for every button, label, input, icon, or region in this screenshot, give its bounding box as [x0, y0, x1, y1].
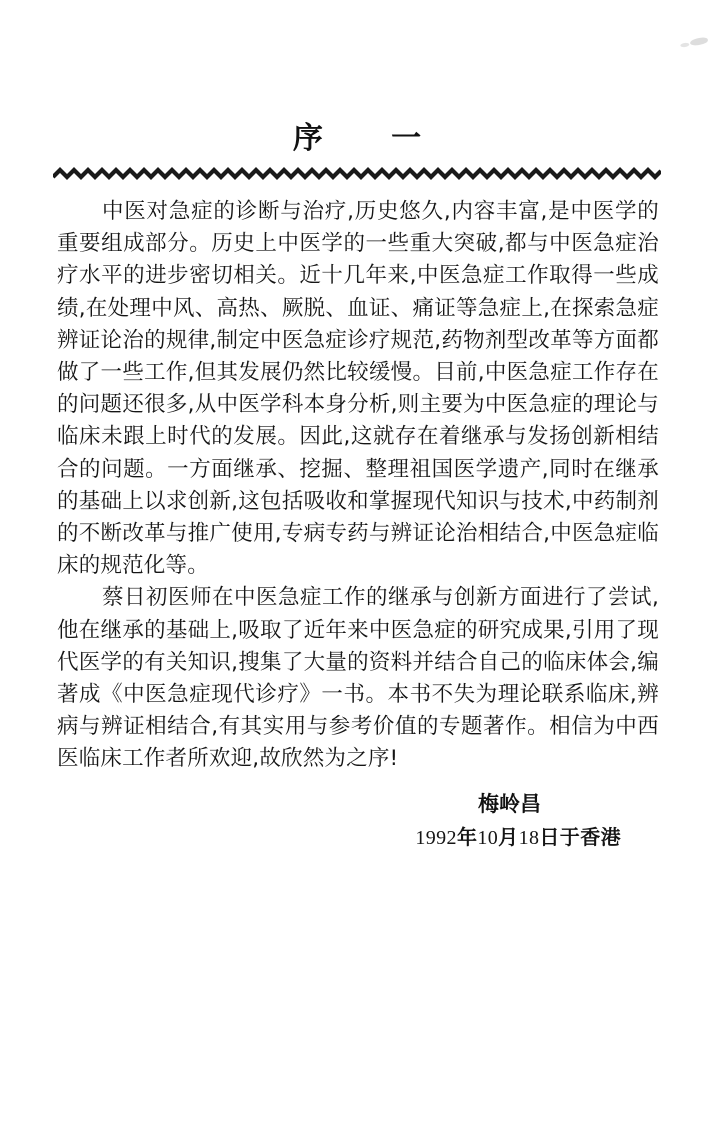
signature-author-name: 梅岭昌: [478, 792, 541, 816]
signature-date-year-label: 年: [456, 825, 478, 849]
paragraph: 蔡日初医师在中医急症工作的继承与创新方面进行了尝试,他在继承的基础上,吸取了近年来中医急症的研究成果,引用了现代医学的有关知识,搜集了大量的资料并结合自己的临床体会,编著成《中医急症现代诊疗》一书。本书不失为理论联系临床,辨病与辨证相结合,有其实用与参考价值的专题著作。相信为中西医临床工作者所欢迎,故欣然为之序!: [57, 585, 659, 772]
signature-date-day-label: 日于香港: [539, 825, 621, 849]
signature-date-month: 10: [477, 827, 499, 849]
page-title: [0, 122, 714, 156]
page-title-number: 一: [391, 121, 422, 156]
signature-block: [57, 790, 659, 852]
signature-date-year: 1992: [415, 827, 457, 849]
paragraph: 中医对急症的诊断与治疗,历史悠久,内容丰富,是中医学的重要组成部分。历史上中医学的一些重大突破,都与中医急症治疗水平的进步密切相关。近十几年来,中医急症工作取得一些成绩,在处理中风、高热、厥脱、血证、痛证等急症上,在探索急症辨证论治的规律,制定中医急症诊疗规范,药物剂型改革等方面都做了一些工作,但其发展仍然比较缓慢。目前,中医急症工作存在的问题还很多,从中医学科本身分析,则主要为中医急症的理论与临床未跟上时代的发展。因此,这就存在着继承与发扬创新相结合的问题。一方面继承、挖掘、整理祖国医学遗产,同时在继承的基础上以求创新,这包括吸收和掌握现代知识与技术,中药制剂的不断改革与推广使用,专病专药与辨证论治相结合,中医急症临床的规范化等。: [57, 199, 659, 579]
signature-date-day: 18: [518, 827, 540, 849]
page-title-main: 序: [292, 121, 323, 156]
signature-date: [57, 823, 659, 852]
decorative-divider: [53, 165, 661, 183]
signature-date-month-label: 月: [498, 825, 519, 849]
body-text: [57, 196, 659, 776]
scan-artifact-smudge: [690, 37, 709, 46]
